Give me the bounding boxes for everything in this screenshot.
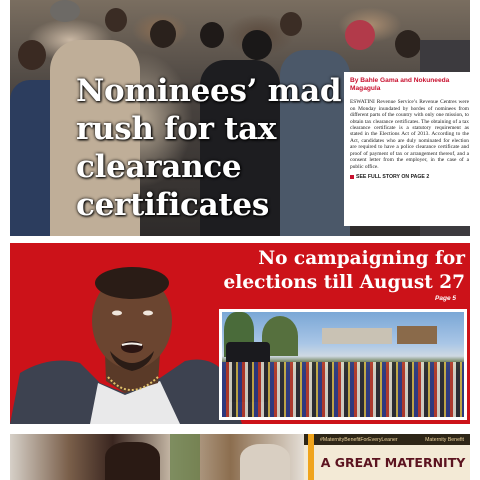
rally-photo [222,312,464,417]
story-summary-box [344,72,470,226]
red-banner [10,243,470,424]
story-body: ESWATINI Revenue Service’s Revenue Centres were on Monday inundated by hordes of nominees from different parts of the country with only one mission, to obtain tax clearance certificates. The obtaining of a tax clearance certificate is a statutory requirement as stated in the Elections Act of 2013. According to the Act, candidates who are duly nominated for election are required to have a police clearance certificate and proof of payment of tax or arrangement thereof, and a consent letter from the employer, in the case of a public office. [350,99,469,170]
banner-headline: No campaigning for elections till August 27 [223,248,465,293]
main-headline: Nominees’ mad rush for tax clearance certificates [76,73,342,223]
ad-label: Maternity Benefit [425,436,464,443]
rally-photo-frame [219,309,467,420]
page-reference: Page 5 [435,295,456,302]
red-square-icon [350,175,354,179]
maternity-ad[interactable] [304,434,470,480]
ad-hashtag: #MaternityBenefitForEveryLeaner [320,436,398,443]
see-full-story-link[interactable] [350,174,469,180]
see-full-story-label: SEE FULL STORY ON PAGE 2 [356,174,430,181]
ad-title: A GREAT MATERNITY [320,455,466,470]
byline: By Bahle Gama and Nokuneeda Magagula [350,77,450,92]
ad-top-bar [304,434,470,445]
ad-accent-bar [308,434,314,480]
top-story [10,0,470,236]
bottom-photo [10,434,304,480]
